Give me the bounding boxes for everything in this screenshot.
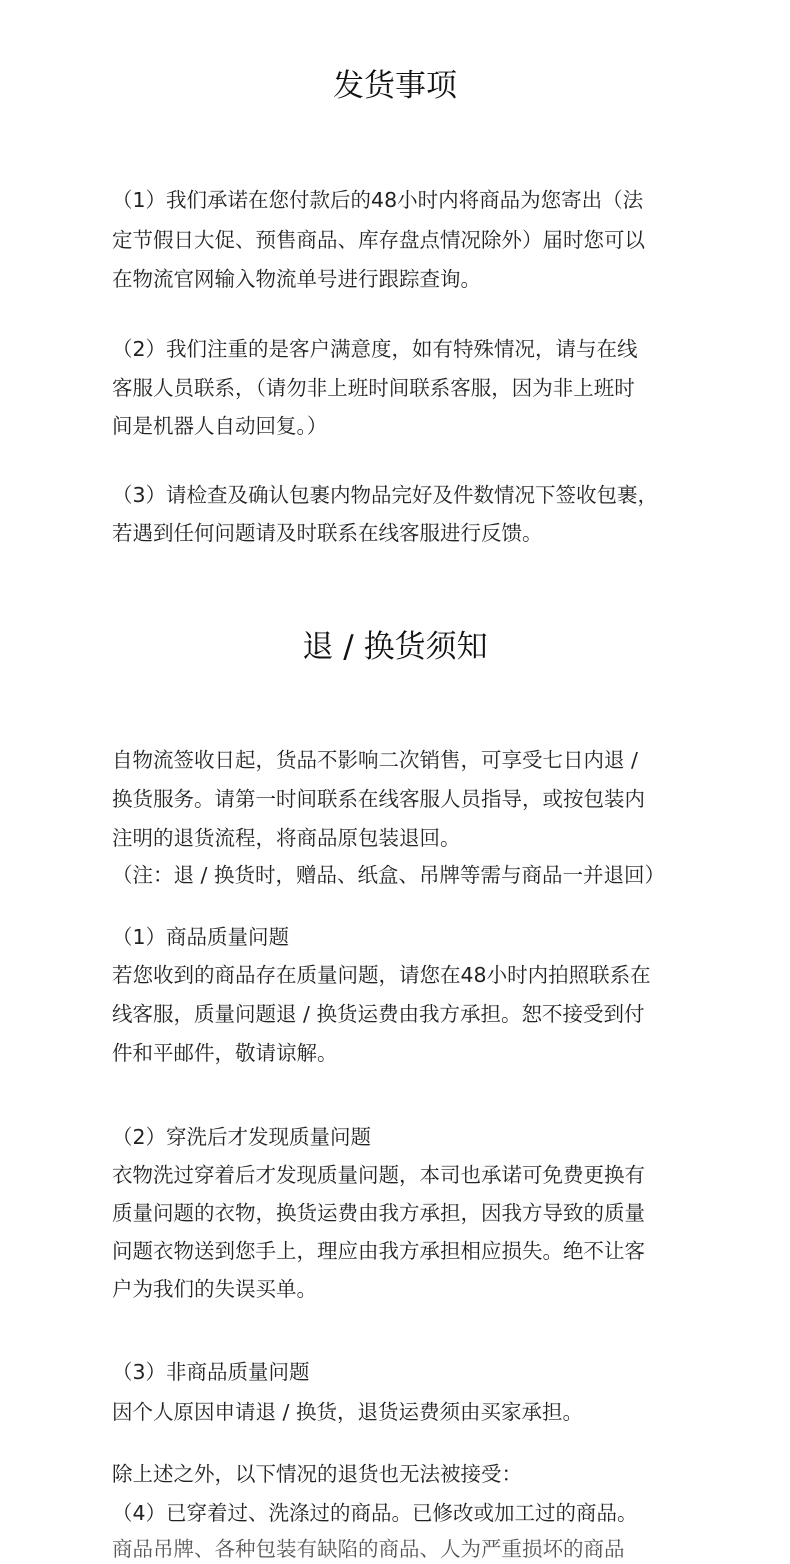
returns-intro-line-3: 注明的退货流程，将商品原包装退回。 xyxy=(112,826,461,850)
returns-note: （注：退 / 换货时，赠品、纸盒、吊牌等需与商品一并退回） xyxy=(112,863,665,887)
post-wash-issue-line-2: 质量问题的衣物，换货运费由我方承担，因我方导致的质量 xyxy=(112,1201,645,1225)
non-quality-issue-heading: （3）非商品质量问题 xyxy=(112,1360,310,1384)
returns-intro-line-1: 自物流签收日起，货品不影响二次销售，可享受七日内退 / xyxy=(112,748,638,772)
section-title-shipping: 发货事项 xyxy=(333,68,457,104)
shipping-item-2-line-1: （2）我们注重的是客户满意度，如有特殊情况，请与在线 xyxy=(112,337,638,361)
exceptions-item-4: （4）已穿着过、洗涤过的商品。已修改或加工过的商品。 xyxy=(112,1501,638,1525)
non-quality-issue-line-1: 因个人原因申请退 / 换货，退货运费须由买家承担。 xyxy=(112,1400,583,1424)
post-wash-issue-line-3: 问题衣物送到您手上，理应由我方承担相应损失。绝不让客 xyxy=(112,1239,645,1263)
post-wash-issue-heading: （2）穿洗后才发现质量问题 xyxy=(112,1125,372,1149)
exceptions-heading: 除上述之外，以下情况的退货也无法被接受： xyxy=(112,1462,522,1486)
shipping-item-1-line-1: （1）我们承诺在您付款后的48小时内将商品为您寄出（法 xyxy=(112,188,644,212)
exceptions-item-5-partial: 商品吊牌、各种包装有缺陷的商品、人为严重损坏的商品 xyxy=(112,1537,625,1561)
returns-intro-line-2: 换货服务。请第一时间联系在线客服人员指导，或按包装内 xyxy=(112,787,645,811)
shipping-item-1-line-3: 在物流官网输入物流单号进行跟踪查询。 xyxy=(112,267,481,291)
quality-issue-line-2: 线客服，质量问题退 / 换货运费由我方承担。恕不接受到付 xyxy=(112,1002,645,1026)
shipping-item-3-line-2: 若遇到任何问题请及时联系在线客服进行反馈。 xyxy=(112,521,543,545)
quality-issue-line-3: 件和平邮件，敬请谅解。 xyxy=(112,1041,338,1065)
shipping-item-3-line-1: （3）请检查及确认包裹内物品完好及件数情况下签收包裹， xyxy=(112,483,659,507)
post-wash-issue-line-1: 衣物洗过穿着后才发现质量问题，本司也承诺可免费更换有 xyxy=(112,1163,645,1187)
section-title-returns: 退 / 换货须知 xyxy=(302,629,488,665)
shipping-item-2-line-2: 客服人员联系，（请勿非上班时间联系客服，因为非上班时 xyxy=(112,376,635,400)
shipping-item-2-line-3: 间是机器人自动回复。） xyxy=(112,414,328,438)
quality-issue-line-1: 若您收到的商品存在质量问题，请您在48小时内拍照联系在 xyxy=(112,963,651,987)
shipping-item-1-line-2: 定节假日大促、预售商品、库存盘点情况除外）届时您可以 xyxy=(112,228,645,252)
quality-issue-heading: （1）商品质量问题 xyxy=(112,925,290,949)
post-wash-issue-line-4: 户为我们的失误买单。 xyxy=(112,1277,317,1301)
